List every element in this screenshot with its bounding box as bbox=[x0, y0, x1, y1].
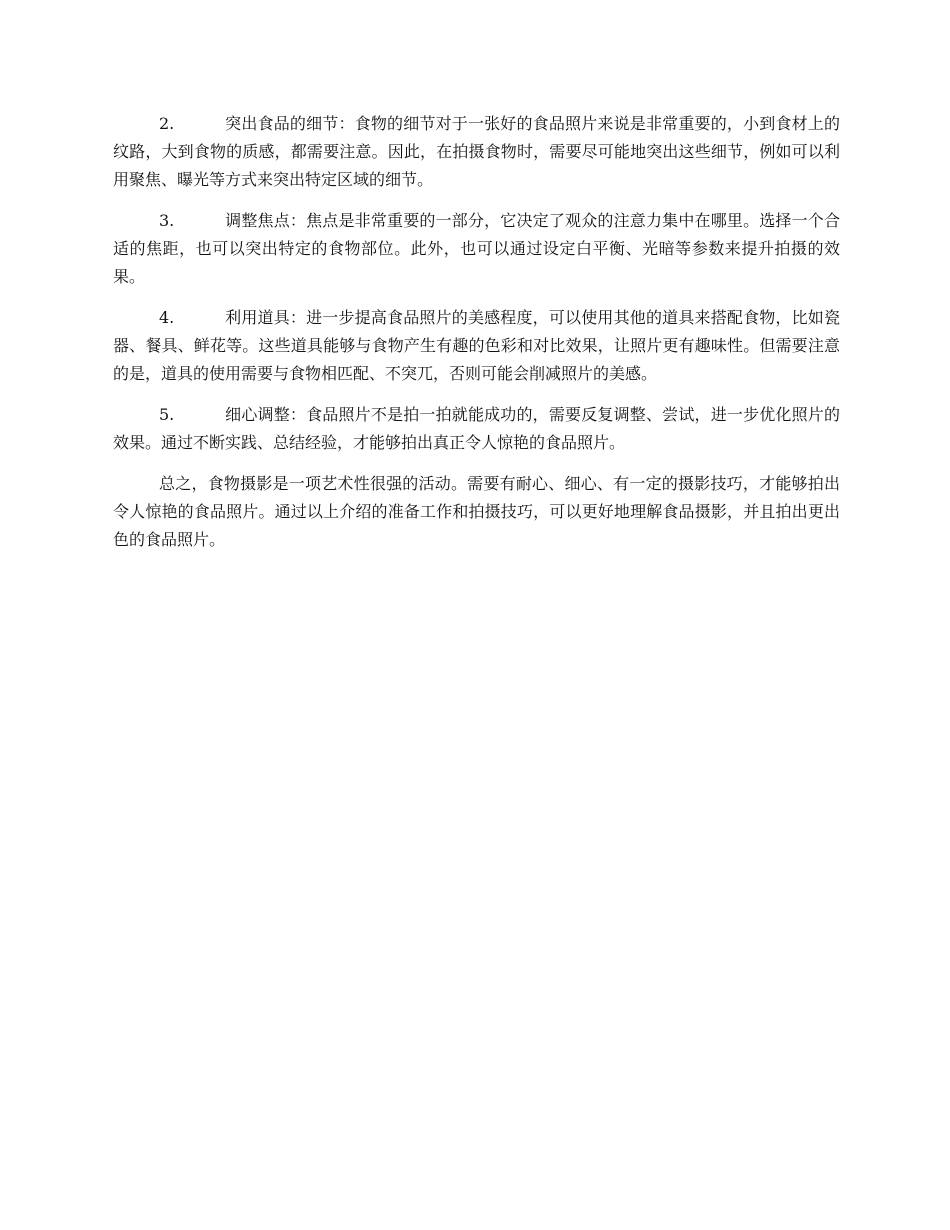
item-number: 5. bbox=[159, 405, 175, 424]
list-item bbox=[113, 207, 840, 291]
item-text: 利用道具：进一步提高食品照片的美感程度，可以使用其他的道具来搭配食物，比如瓷器、餐具、鲜花等。这些道具能够与食物产生有趣的色彩和对比效果，让照片更有趣味性。但需要注意的是，道具的使用需要与食物相匹配、不突兀，否则可能会削减照片的美感。 bbox=[113, 308, 840, 383]
list-item bbox=[113, 110, 840, 194]
document-body bbox=[113, 110, 840, 567]
item-number: 3. bbox=[159, 211, 175, 230]
conclusion-text: 总之，食物摄影是一项艺术性很强的活动。需要有耐心、细心、有一定的摄影技巧，才能够拍出令人惊艳的食品照片。通过以上介绍的准备工作和拍摄技巧，可以更好地理解食品摄影，并且拍出更出色的食品照片。 bbox=[113, 474, 840, 549]
item-text: 细心调整：食品照片不是拍一拍就能成功的，需要反复调整、尝试，进一步优化照片的效果。通过不断实践、总结经验，才能够拍出真正令人惊艳的食品照片。 bbox=[113, 405, 840, 452]
item-number: 2. bbox=[159, 114, 175, 133]
list-item bbox=[113, 401, 840, 457]
list-item bbox=[113, 304, 840, 388]
item-number: 4. bbox=[159, 308, 175, 327]
item-text: 突出食品的细节：食物的细节对于一张好的食品照片来说是非常重要的，小到食材上的纹路，大到食物的质感，都需要注意。因此，在拍摄食物时，需要尽可能地突出这些细节，例如可以利用聚焦、曝光等方式来突出特定区域的细节。 bbox=[113, 114, 840, 189]
conclusion-paragraph bbox=[113, 470, 840, 554]
item-text: 调整焦点：焦点是非常重要的一部分，它决定了观众的注意力集中在哪里。选择一个合适的焦距，也可以突出特定的食物部位。此外，也可以通过设定白平衡、光暗等参数来提升拍摄的效果。 bbox=[113, 211, 840, 286]
